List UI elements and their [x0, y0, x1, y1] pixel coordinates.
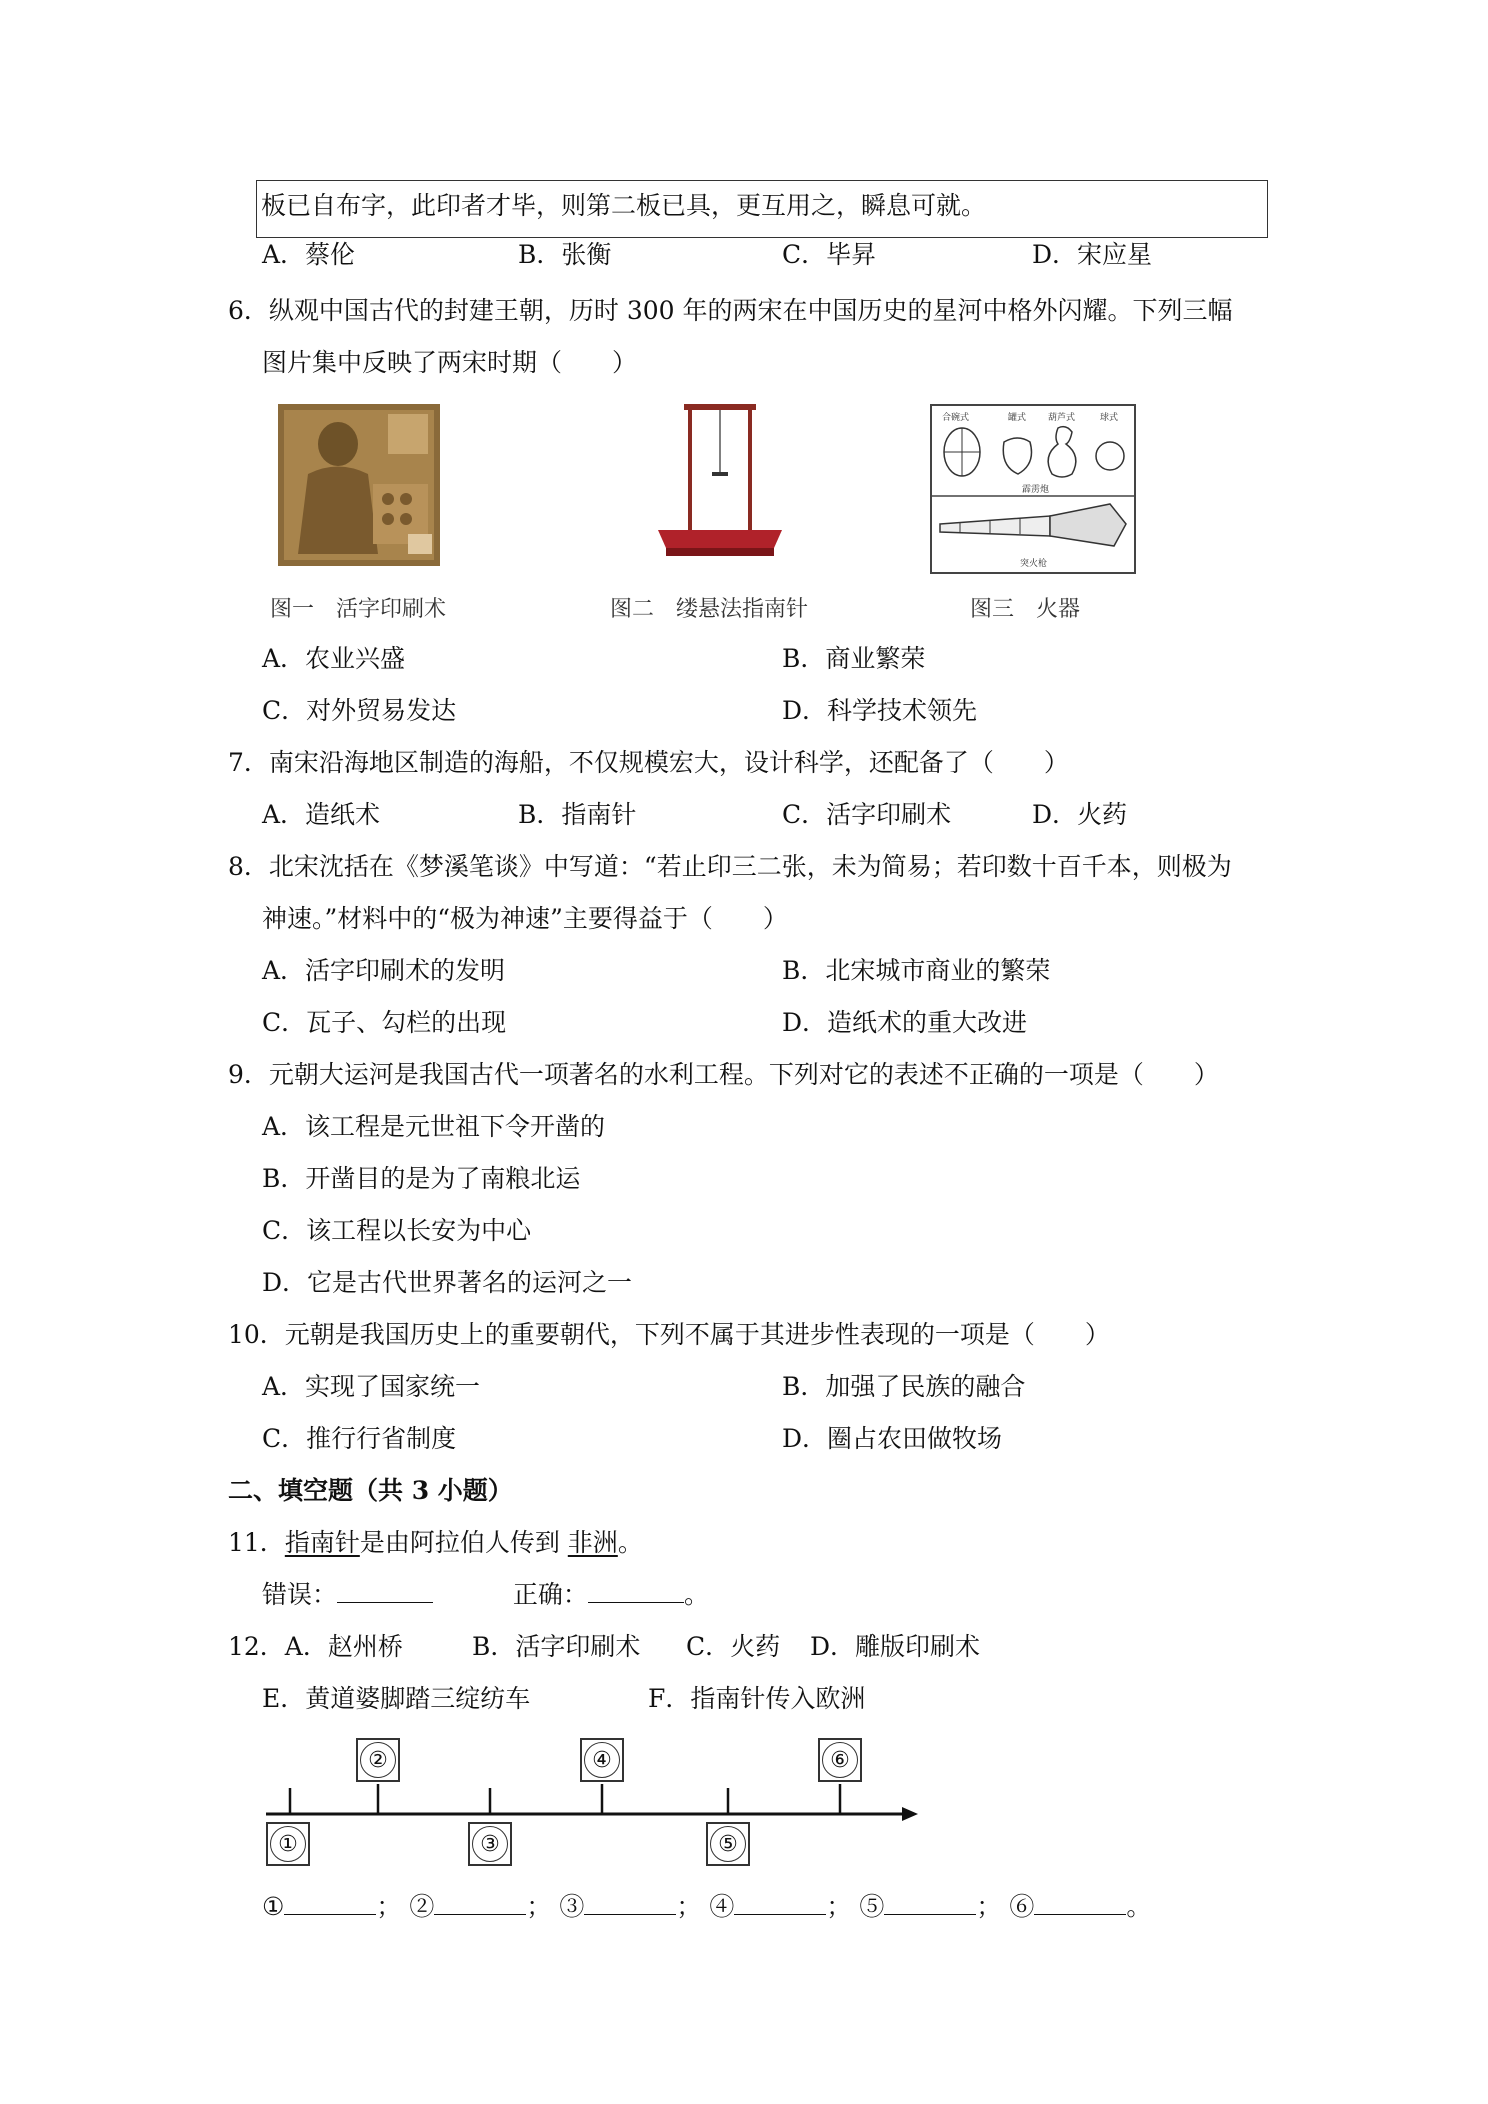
q5-option-d: D．宋应星: [1032, 240, 1153, 269]
q12-item-d: D．雕版印刷术: [810, 1632, 981, 1661]
q6-stem-line1: 6．纵观中国古代的封建王朝，历时 300 年的两宋在中国历史的星河中格外闪耀。下列三幅: [228, 296, 1233, 325]
figure2-caption: 图二 缕悬法指南针: [610, 597, 809, 622]
q12-item-b: B．活字印刷术: [472, 1632, 641, 1661]
q11-number: 11．: [228, 1528, 285, 1557]
firearm-label-3: 葫芦式: [1048, 413, 1076, 423]
q11-wrong-label: 错误：: [262, 1580, 338, 1609]
q11-period: 。: [683, 1580, 709, 1609]
hanging-compass-icon: [652, 402, 788, 562]
answer-mark-3: ③: [559, 1892, 585, 1921]
q5-option-a: A．蔡伦: [262, 240, 356, 269]
q12-period: 。: [1126, 1892, 1152, 1921]
q11-right-blank[interactable]: [588, 1578, 684, 1603]
section-2-title: 二、填空题（共 3 小题）: [228, 1476, 513, 1505]
answer-mark-1: ①: [262, 1892, 285, 1921]
q8-option-d: D．造纸术的重大改进: [782, 1008, 1028, 1037]
q11-stem: [228, 1526, 643, 1560]
answer-blank-3[interactable]: [584, 1890, 676, 1915]
separator-3: ；: [676, 1892, 702, 1921]
quote-text: 板已自布字，此印者才毕，则第二板已具，更互用之，瞬息可就。: [261, 191, 987, 220]
q10-stem: 10．元朝是我国历史上的重要朝代，下列不属于其进步性表现的一项是（ ）: [228, 1320, 1110, 1349]
answer-mark-4: ④: [709, 1892, 735, 1921]
timeline-label-5: ⑤: [706, 1822, 750, 1866]
firearms-diagram-icon: [930, 404, 1136, 574]
q11-right-label: 正确：: [512, 1580, 588, 1609]
timeline-label-3: ③: [468, 1822, 512, 1866]
q12-item-c: C．火药: [686, 1632, 781, 1661]
q11-mid: 是由阿拉伯人传到: [359, 1528, 560, 1557]
answer-mark-2: ②: [409, 1892, 435, 1921]
q6-option-b: B．商业繁荣: [782, 644, 926, 673]
answer-blank-2[interactable]: [434, 1890, 526, 1915]
q12-item-f: F．指南针传入欧洲: [648, 1684, 866, 1713]
q6-option-a: A．农业兴盛: [262, 644, 406, 673]
q6-option-c: C．对外贸易发达: [262, 696, 457, 725]
q12-item-e: E．黄道婆脚踏三绽纺车: [262, 1684, 531, 1713]
quote-box: [256, 180, 1268, 238]
answer-blank-1[interactable]: [284, 1890, 376, 1915]
q11-term-africa: 非洲: [567, 1528, 618, 1557]
q7-option-a: A．造纸术: [262, 800, 381, 829]
separator-4: ；: [826, 1892, 852, 1921]
q6-option-d: D．科学技术领先: [782, 696, 978, 725]
answer-mark-6: ⑥: [1009, 1892, 1035, 1921]
q5-option-b: B．张衡: [518, 240, 612, 269]
separator-2: ；: [526, 1892, 552, 1921]
movable-type-statue-icon: [278, 404, 440, 566]
q7-stem: 7．南宋沿海地区制造的海船，不仅规模宏大，设计科学，还配备了（ ）: [228, 748, 1069, 777]
timeline-label-6: ⑥: [818, 1738, 862, 1782]
q12-item-a: 12．A．赵州桥: [228, 1632, 403, 1661]
q8-option-b: B．北宋城市商业的繁荣: [782, 956, 1051, 985]
timeline-label-4: ④: [580, 1738, 624, 1782]
separator-5: ；: [976, 1892, 1002, 1921]
q6-stem-line2: 图片集中反映了两宋时期（ ）: [262, 348, 638, 377]
q8-stem-line1: 8．北宋沈括在《梦溪笔谈》中写道：“若止印三二张，未为简易；若印数十百千本，则极为: [228, 852, 1232, 881]
q10-option-a: A．实现了国家统一: [262, 1372, 481, 1401]
q11-wrong-blank[interactable]: [337, 1578, 433, 1603]
q8-option-a: A．活字印刷术的发明: [262, 956, 506, 985]
q5-option-c: C．毕昇: [782, 240, 877, 269]
q11-end: 。: [617, 1528, 643, 1557]
q9-option-b: B．开凿目的是为了南粮北运: [262, 1164, 581, 1193]
q10-option-d: D．圈占农田做牧场: [782, 1424, 1003, 1453]
answer-blank-4[interactable]: [734, 1890, 826, 1915]
answer-blank-5[interactable]: [884, 1890, 976, 1915]
answer-blank-6[interactable]: [1034, 1890, 1126, 1915]
q7-option-c: C．活字印刷术: [782, 800, 952, 829]
firearm-label-5: 霹雳炮: [1022, 485, 1050, 495]
firearm-label-6: 突火枪: [1020, 559, 1048, 569]
separator-1: ；: [376, 1892, 402, 1921]
q7-option-d: D．火药: [1032, 800, 1128, 829]
q10-option-b: B．加强了民族的融合: [782, 1372, 1026, 1401]
q11-term-compass: 指南针: [284, 1528, 360, 1557]
q10-option-c: C．推行行省制度: [262, 1424, 457, 1453]
q12-answer-line: [262, 1890, 1151, 1924]
firearm-label-4: 球式: [1100, 413, 1119, 423]
figure3-caption: 图三 火器: [970, 597, 1081, 622]
q8-stem-line2: 神速。”材料中的“极为神速”主要得益于（ ）: [262, 904, 788, 933]
answer-mark-5: ⑤: [859, 1892, 885, 1921]
timeline-label-1: ①: [266, 1822, 310, 1866]
timeline-label-2: ②: [356, 1738, 400, 1782]
firearm-label-2: 罐式: [1008, 413, 1027, 423]
q9-stem: 9．元朝大运河是我国古代一项著名的水利工程。下列对它的表述不正确的一项是（ ）: [228, 1060, 1219, 1089]
q9-option-c: C．该工程以长安为中心: [262, 1216, 532, 1245]
q9-option-a: A．该工程是元世祖下令开凿的: [262, 1112, 606, 1141]
q9-option-d: D．它是古代世界著名的运河之一: [262, 1268, 633, 1297]
figure1-caption: 图一 活字印刷术: [270, 597, 447, 622]
firearm-label-1: 合碗式: [942, 413, 970, 423]
q11-answer-line: [262, 1578, 709, 1612]
q8-option-c: C．瓦子、勾栏的出现: [262, 1008, 507, 1037]
q7-option-b: B．指南针: [518, 800, 637, 829]
